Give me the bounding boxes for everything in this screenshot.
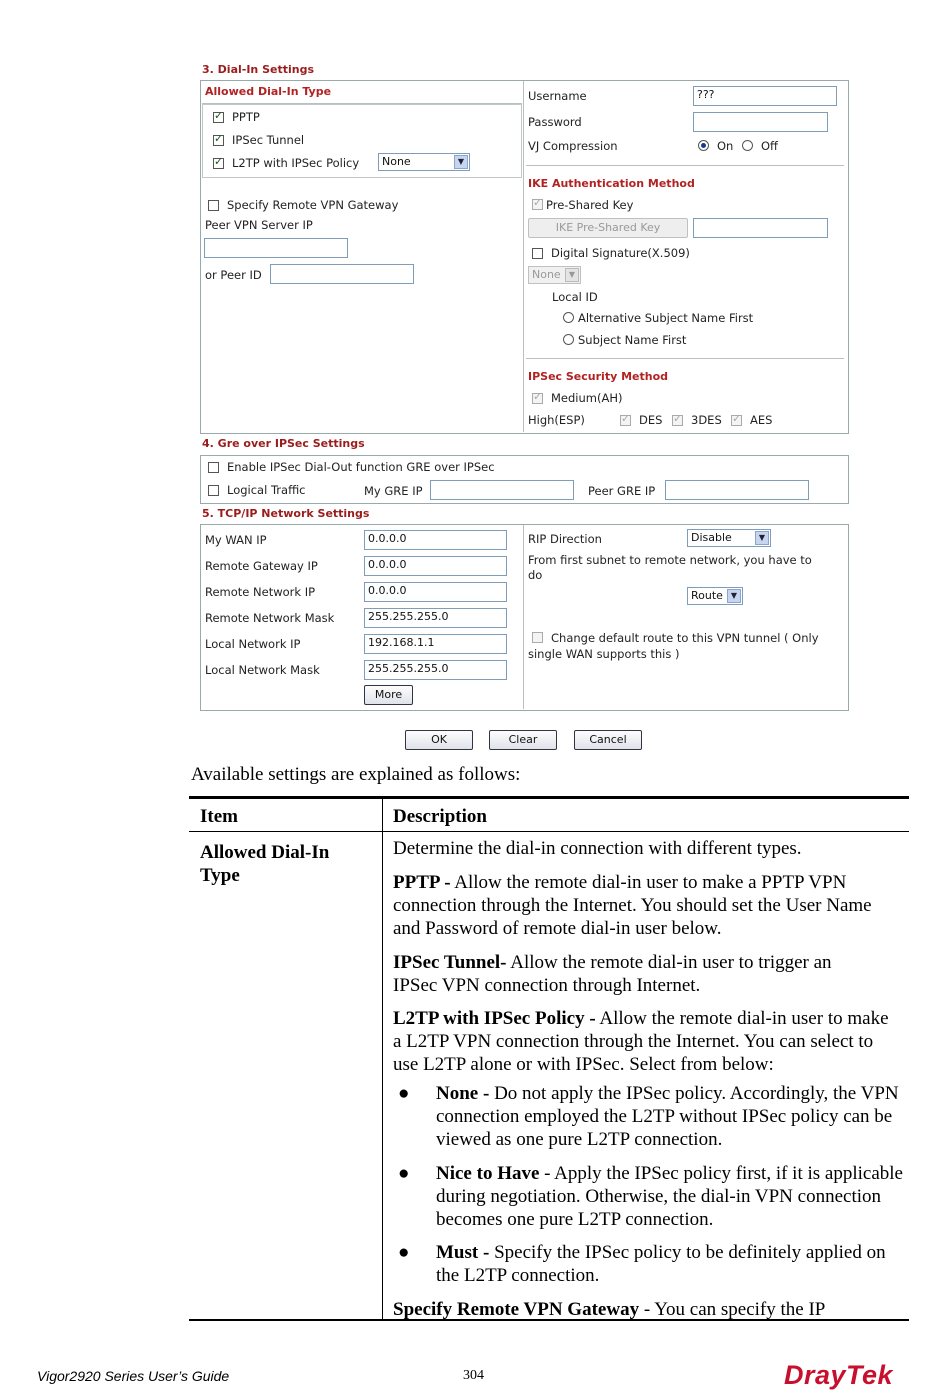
vj-compression-label: VJ Compression — [528, 139, 618, 153]
rip-direction-value: Disable — [691, 531, 732, 544]
peer-gre-input[interactable] — [665, 480, 809, 500]
route-value: Route — [691, 589, 723, 602]
ike-title: IKE Authentication Method — [528, 177, 695, 190]
vj-off-radio[interactable] — [742, 140, 753, 151]
peer-id-label: or Peer ID — [205, 268, 262, 282]
bullet-icon: ● — [398, 1242, 410, 1263]
desc-l2tp — [393, 1007, 893, 1076]
desc-none — [436, 1082, 901, 1151]
desc-specify-bold: Specify Remote VPN Gateway — [393, 1299, 640, 1320]
desc-specify — [393, 1298, 903, 1321]
desc-ipsec — [393, 951, 873, 997]
digital-signature-select[interactable] — [528, 266, 581, 284]
local-net-input[interactable]: 192.168.1.1 — [364, 634, 507, 654]
digital-signature-value: None — [532, 268, 561, 281]
alt-subject-label: Alternative Subject Name First — [578, 311, 754, 325]
bullet-icon: ● — [398, 1083, 410, 1104]
medium-ah-label: Medium(AH) — [551, 391, 623, 405]
desc-ipsec-text: Allow the remote dial-in user to trigger an IPSec VPN connection through Internet. — [393, 952, 832, 996]
clear-button[interactable]: Clear — [489, 730, 557, 750]
local-mask-label: Local Network Mask — [205, 663, 320, 677]
my-wan-input[interactable]: 0.0.0.0 — [364, 530, 507, 550]
aes-checkbox[interactable] — [731, 415, 742, 426]
remote-mask-input[interactable]: 255.255.255.0 — [364, 608, 507, 628]
psk-label: Pre-Shared Key — [546, 198, 634, 212]
peer-vpn-input[interactable] — [204, 238, 348, 258]
table-header-rule — [189, 831, 909, 832]
username-input[interactable]: ??? — [693, 86, 837, 106]
psk-checkbox[interactable] — [532, 199, 543, 210]
table-top-rule — [189, 796, 909, 799]
l2tp-policy-value: None — [382, 155, 411, 168]
gre-enable-checkbox[interactable] — [208, 462, 219, 473]
desc-must-bold: Must - — [436, 1242, 490, 1263]
chevron-down-icon: ▼ — [755, 531, 769, 545]
remote-mask-label: Remote Network Mask — [205, 611, 335, 625]
local-net-label: Local Network IP — [205, 637, 301, 651]
pptp-label: PPTP — [232, 110, 260, 124]
desc-nice-text: - Apply the IPSec policy first, if it is applicable during negotiation. Otherwise, the dial-in VPN connection becomes one pure L2TP connection. — [436, 1163, 903, 1230]
footer-guide-title: Vigor2920 Series User’s Guide — [37, 1368, 230, 1384]
desc-pptp — [393, 871, 903, 940]
item-name-1: Allowed Dial-In — [200, 842, 330, 863]
desc-pptp-text: Allow the remote dial-in user to make a PPTP VPN connection through the Internet. You should set the User Name and Password of remote dial-in user below. — [393, 872, 872, 939]
item-name-2: Type — [200, 865, 240, 886]
section5-title: 5. TCP/IP Network Settings — [202, 507, 370, 520]
alt-subject-radio[interactable] — [563, 312, 574, 323]
desc-specify-text: - You can specify the IP — [639, 1299, 826, 1320]
ipsec-divider — [526, 358, 844, 359]
des-checkbox[interactable] — [620, 415, 631, 426]
peer-gre-label: Peer GRE IP — [588, 484, 656, 498]
des-label: DES — [639, 413, 663, 427]
vj-on-label: On — [717, 139, 734, 153]
allowed-type-title: Allowed Dial-In Type — [205, 85, 332, 98]
chevron-down-icon: ▼ — [454, 155, 468, 169]
vj-off-label: Off — [761, 139, 778, 153]
from-subnet-text-1: From first subnet to remote network, you have to — [528, 553, 812, 567]
intro-text: Available settings are explained as follows: — [191, 764, 521, 785]
ike-psk-input[interactable] — [693, 218, 828, 238]
peer-vpn-label: Peer VPN Server IP — [205, 218, 313, 232]
desc-l2tp-text: Allow the remote dial-in user to make a L2TP VPN connection through the Internet. You can select to use L2TP alone or with IPSec. Select from below: — [393, 1008, 889, 1075]
change-route-checkbox[interactable] — [532, 632, 543, 643]
pptp-checkbox[interactable] — [213, 112, 224, 123]
password-label: Password — [528, 115, 582, 129]
remote-gw-input[interactable]: 0.0.0.0 — [364, 556, 507, 576]
rip-direction-select[interactable] — [687, 529, 771, 547]
draytek-logo: DrayTek — [784, 1360, 894, 1390]
my-gre-label: My GRE IP — [364, 484, 423, 498]
aes-label: AES — [750, 413, 773, 427]
digital-signature-label: Digital Signature(X.509) — [551, 246, 690, 260]
my-gre-input[interactable] — [430, 480, 574, 500]
change-route-text-1: Change default route to this VPN tunnel ( Only — [551, 631, 819, 645]
subject-radio[interactable] — [563, 334, 574, 345]
remote-net-input[interactable]: 0.0.0.0 — [364, 582, 507, 602]
col-desc-header: Description — [393, 806, 487, 827]
logical-traffic-label: Logical Traffic — [227, 483, 306, 497]
3des-label: 3DES — [691, 413, 722, 427]
my-wan-label: My WAN IP — [205, 533, 267, 547]
3des-checkbox[interactable] — [672, 415, 683, 426]
desc-none-text: Do not apply the IPSec policy. Accordingly, the VPN connection employed the L2TP without IPSec policy can be viewed as one pure L2TP connection. — [436, 1083, 899, 1150]
username-label: Username — [528, 89, 587, 103]
desc-must-text: Specify the IPSec policy to be definitely applied on the L2TP connection. — [436, 1242, 886, 1286]
remote-net-label: Remote Network IP — [205, 585, 316, 599]
col-item-header: Item — [200, 806, 238, 827]
footer-page-number: 304 — [463, 1368, 484, 1383]
subject-label: Subject Name First — [578, 333, 687, 347]
desc-intro: Determine the dial-in connection with different types. — [393, 838, 802, 859]
desc-l2tp-bold: L2TP with IPSec Policy - — [393, 1008, 596, 1029]
change-route-text-2: single WAN supports this ) — [528, 647, 680, 661]
chevron-down-icon: ▼ — [727, 589, 741, 603]
ike-psk-button[interactable]: IKE Pre-Shared Key — [528, 218, 688, 238]
desc-nice-bold: Nice to Have — [436, 1163, 540, 1184]
password-input[interactable] — [693, 112, 828, 132]
desc-ipsec-bold: IPSec Tunnel- — [393, 952, 507, 973]
specify-gateway-checkbox[interactable] — [208, 200, 219, 211]
medium-ah-checkbox[interactable] — [532, 393, 543, 404]
from-subnet-text-2: do — [528, 568, 543, 582]
peer-id-input[interactable] — [270, 264, 414, 284]
desc-must — [436, 1241, 906, 1287]
chevron-down-icon: ▼ — [565, 268, 579, 282]
more-button[interactable]: More — [364, 685, 413, 705]
bullet-icon: ● — [398, 1163, 410, 1184]
table-column-rule — [382, 798, 383, 1320]
remote-gw-label: Remote Gateway IP — [205, 559, 318, 573]
ipsec-tunnel-label: IPSec Tunnel — [232, 133, 305, 147]
gre-enable-label: Enable IPSec Dial-Out function GRE over IPSec — [227, 460, 495, 474]
ipsec-tunnel-checkbox[interactable] — [213, 135, 224, 146]
digital-signature-checkbox[interactable] — [532, 248, 543, 259]
tcpip-divider — [523, 525, 524, 709]
rip-direction-label: RIP Direction — [528, 532, 602, 546]
local-mask-input[interactable]: 255.255.255.0 — [364, 660, 507, 680]
logical-traffic-checkbox[interactable] — [208, 485, 219, 496]
l2tp-policy-select[interactable] — [378, 153, 470, 171]
desc-none-bold: None - — [436, 1083, 490, 1104]
high-esp-label: High(ESP) — [528, 413, 585, 427]
local-id-label: Local ID — [552, 290, 598, 304]
ipsec-security-title: IPSec Security Method — [528, 370, 669, 383]
dial-in-divider — [523, 81, 524, 432]
l2tp-checkbox[interactable] — [213, 158, 224, 169]
l2tp-label: L2TP with IPSec Policy — [232, 156, 360, 170]
cancel-button[interactable]: Cancel — [574, 730, 642, 750]
section4-title: 4. Gre over IPSec Settings — [202, 437, 365, 450]
route-select[interactable] — [687, 587, 743, 605]
vj-on-radio[interactable] — [698, 140, 709, 151]
section3-title: 3. Dial-In Settings — [202, 63, 314, 76]
ok-button[interactable]: OK — [405, 730, 473, 750]
desc-pptp-bold: PPTP - — [393, 872, 451, 893]
desc-nice — [436, 1162, 906, 1231]
specify-gateway-label: Specify Remote VPN Gateway — [227, 198, 399, 212]
ike-divider — [526, 165, 844, 166]
